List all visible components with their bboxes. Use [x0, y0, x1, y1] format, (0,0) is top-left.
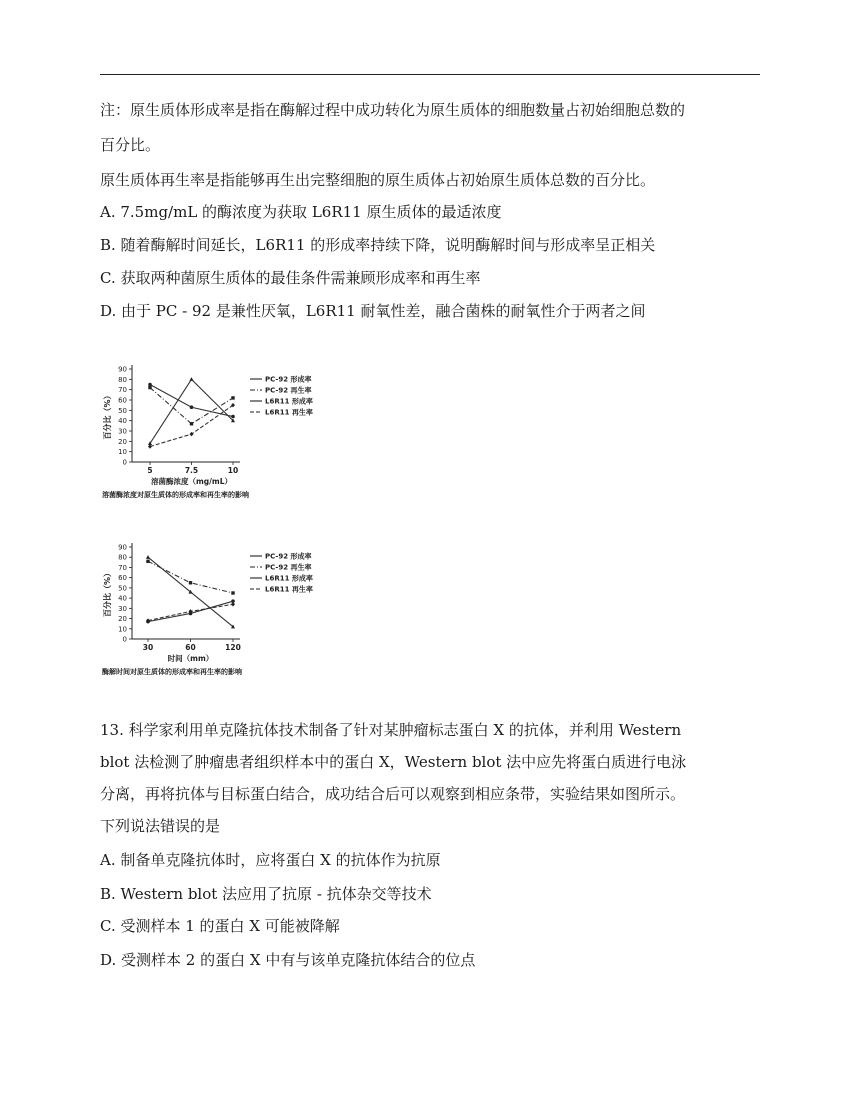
y-tick-label: 20 [118, 437, 127, 446]
legend-label: PC-92 形成率 [265, 552, 312, 561]
q12-option-c: C. 获取两种菌原生质体的最佳条件需兼顾形成率和再生率 [100, 269, 481, 287]
legend-label: L6R11 再生率 [265, 585, 313, 594]
data-point [190, 377, 194, 381]
y-tick-label: 0 [122, 635, 127, 644]
q13-option-c: C. 受测样本 1 的蛋白 X 可能被降解 [100, 917, 340, 935]
data-point [231, 591, 234, 594]
data-point [146, 555, 150, 559]
q12-option-d: D. 由于 PC - 92 是兼性厌氧，L6R11 耐氧性差，融合菌株的耐氧性介于两者之间 [100, 302, 646, 320]
y-tick-label: 40 [118, 594, 127, 603]
y-tick-label: 90 [118, 365, 127, 374]
q13-option-a: A. 制备单克隆抗体时，应将蛋白 X 的抗体作为抗原 [100, 851, 441, 869]
y-tick-label: 90 [118, 543, 127, 552]
data-point [231, 415, 235, 419]
legend-label: L6R11 形成率 [265, 574, 313, 583]
y-axis-label: 百分比（%） [103, 391, 112, 440]
x-tick-label: 120 [225, 643, 241, 652]
note-line-1: 注：原生质体形成率是指在酶解过程中成功转化为原生质体的细胞数量占初始细胞总数的 [100, 101, 686, 119]
q13-line-1: 13. 科学家利用单克隆抗体技术制备了针对某肿瘤标志蛋白 X 的抗体，并利用 Western [100, 721, 682, 739]
x-tick-label: 7.5 [184, 466, 199, 475]
legend-label: PC-92 再生率 [265, 386, 312, 395]
chart-title: 溶菌酶浓度对原生质体的形成率和再生率的影响 [102, 491, 249, 499]
y-tick-label: 70 [118, 386, 127, 395]
y-tick-label: 20 [118, 615, 127, 624]
y-tick-label: 80 [118, 553, 127, 562]
data-point [190, 405, 194, 409]
series-line [148, 561, 233, 593]
data-point [146, 560, 149, 563]
x-tick-label: 30 [142, 643, 154, 652]
y-tick-label: 80 [118, 375, 127, 384]
y-tick-label: 50 [118, 406, 127, 415]
legend-label: PC-92 再生率 [265, 563, 312, 572]
q13-option-d: D. 受测样本 2 的蛋白 X 中有与该单克隆抗体结合的位点 [100, 951, 476, 969]
x-tick-label: 10 [227, 466, 239, 475]
y-tick-label: 30 [118, 604, 127, 613]
x-tick-label: 5 [147, 466, 153, 475]
header-rule [100, 74, 760, 75]
data-point [148, 386, 151, 389]
x-axis-label: 时间（mm） [167, 654, 214, 663]
y-axis-label: 百分比（%） [103, 568, 112, 618]
q13-line-4: 下列说法错误的是 [100, 817, 221, 835]
enzyme-concentration-chart [100, 355, 440, 505]
y-tick-label: 60 [118, 396, 127, 405]
data-point [231, 396, 234, 399]
chart-title: 酶解时间对原生质体的形成率和再生率的影响 [102, 668, 242, 676]
legend-label: L6R11 再生率 [265, 408, 313, 417]
data-point [190, 422, 193, 425]
y-tick-label: 30 [118, 427, 127, 436]
y-tick-label: 60 [118, 574, 127, 583]
q13-line-2: blot 法检测了肿瘤患者组织样本中的蛋白 X，Western blot 法中应先将蛋白质进行电泳 [100, 753, 687, 771]
y-tick-label: 50 [118, 584, 127, 593]
y-tick-label: 10 [118, 448, 127, 457]
y-tick-label: 10 [118, 625, 127, 634]
legend-label: L6R11 形成率 [265, 397, 313, 406]
q13-line-3: 分离，再将抗体与目标蛋白结合，成功结合后可以观察到相应条带，实验结果如图所示。 [100, 785, 686, 803]
q12-option-b: B. 随着酶解时间延长，L6R11 的形成率持续下降，说明酶解时间与形成率呈正相关 [100, 236, 656, 254]
y-tick-label: 70 [118, 563, 127, 572]
x-tick-label: 60 [185, 643, 196, 652]
y-tick-label: 0 [122, 458, 127, 467]
y-tick-label: 40 [118, 417, 127, 426]
legend-label: PC-92 形成率 [265, 375, 312, 384]
q12-option-a: A. 7.5mg/mL 的酶浓度为获取 L6R11 原生质体的最适浓度 [100, 203, 502, 221]
data-point [148, 383, 152, 387]
x-axis-label: 溶菌酶浓度（mg/mL） [150, 477, 233, 486]
note-line-2: 百分比。 [100, 136, 161, 154]
series-line [150, 405, 233, 446]
data-point [231, 602, 235, 606]
series-line [150, 385, 233, 417]
q13-option-b: B. Western blot 法应用了抗原 - 抗体杂交等技术 [100, 885, 432, 903]
note-line-3: 原生质体再生率是指能够再生出完整细胞的原生质体占初始原生质体总数的百分比。 [100, 171, 656, 189]
data-point [189, 581, 192, 584]
enzyme-time-chart [100, 538, 440, 683]
